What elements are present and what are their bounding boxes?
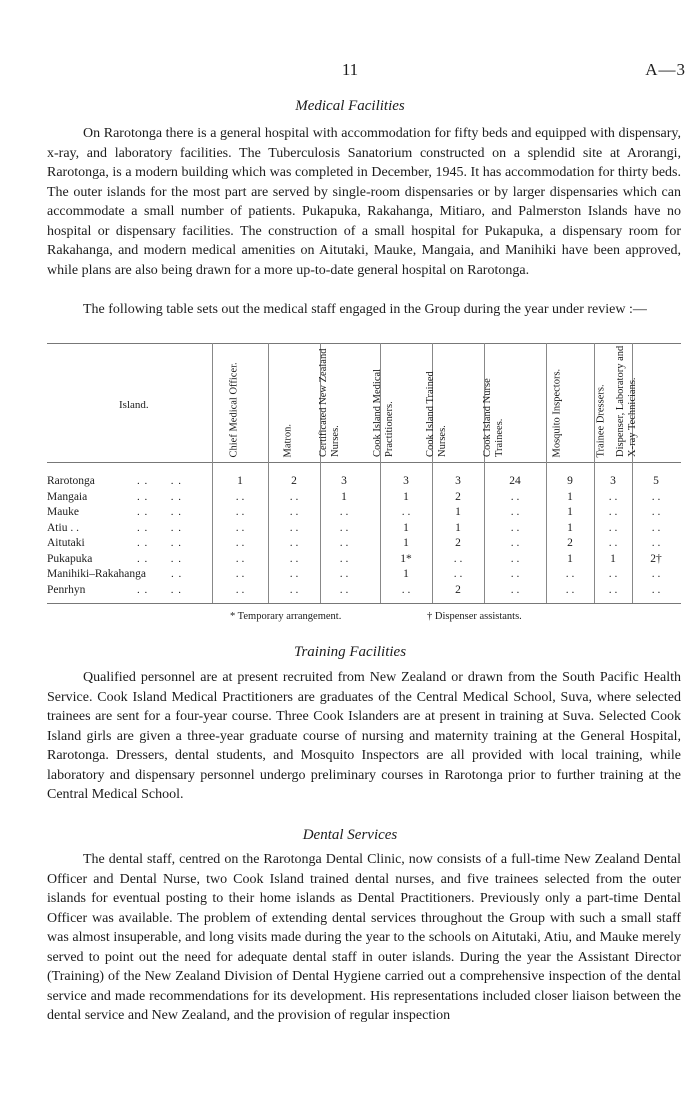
table-cell: . .: [401, 583, 411, 596]
table-cell: . .: [510, 506, 520, 518]
table-row-leader-dots: . . . .: [137, 583, 182, 596]
column-header-text: Cook Island Medical Practitioners.: [372, 368, 395, 457]
table-row-leader-dots: . . . .: [137, 475, 182, 487]
column-header-text: Certificated New Zealand Nurses.: [318, 348, 341, 457]
dental-services-heading: Dental Services: [302, 827, 398, 843]
table-cell: . .: [608, 537, 618, 549]
table-cell: 1: [610, 552, 616, 565]
table-row-island-name: Pukapuka: [47, 552, 93, 565]
table-header-rule: [47, 462, 681, 463]
table-row-island-name: Penrhyn: [47, 583, 86, 596]
table-cell: 1: [403, 568, 409, 580]
table-cell: 1: [567, 552, 573, 565]
column-header-text: Dispenser, Laboratory and X-ray Technicians.: [615, 345, 638, 457]
table-cell: 2: [291, 475, 297, 487]
table-cell: 1: [403, 521, 409, 534]
table-cell: . .: [235, 552, 245, 565]
medical-facilities-heading: Medical Facilities: [295, 98, 405, 114]
table-cell: 1: [567, 506, 573, 518]
table-cell: . .: [510, 583, 520, 596]
table-bottom-rule: [47, 603, 681, 604]
table-cell: . .: [339, 537, 349, 549]
table-cell: . .: [235, 537, 245, 549]
table-cell: . .: [339, 568, 349, 580]
table-cell: . .: [608, 568, 618, 580]
training-facilities-paragraph: Qualified personnel are at present recruited from New Zealand or drawn from the South Pacific Health Service. Cook Island Medical Practitioners are graduates of the Central Medical School, Suva, where selected trainees are sent for a four-year course. Three Cook Islanders are at present in training at Suva. Selected Cook Island girls are given a three-year graduate course of nursing and maternity training at the General Hospital, Rarotonga. Dressers, dental students, and Mosquito Inspectors are all provided with local training, while laboratory and dispensary personnel undergo preliminary courses in Rarotonga prior to further training at the Central Medical School.: [47, 670, 681, 802]
table-cell: 24: [509, 475, 521, 487]
table-intro-paragraph: The following table sets out the medical staff engaged in the Group during the year under review :—: [83, 302, 647, 317]
medical-staff-table: [47, 343, 681, 607]
table-cell: 3: [341, 475, 347, 487]
column-header-text: Matron.: [282, 423, 294, 457]
table-cell: . .: [401, 506, 411, 518]
table-cell: 5: [653, 475, 659, 487]
table-cell: . .: [608, 490, 618, 503]
table-row-leader-dots: . .: [171, 568, 183, 580]
table-cell: 9: [567, 475, 573, 487]
document-reference: A—3: [645, 60, 686, 79]
table-cell: 1: [237, 475, 243, 487]
table-cell: . .: [651, 521, 661, 534]
table-row-island-name: Aitutaki: [47, 537, 85, 549]
table-cell: 2†: [650, 552, 662, 565]
table-cell: 1: [567, 490, 573, 503]
table-cell: . .: [339, 583, 349, 596]
table-cell: 1: [567, 521, 573, 534]
table-cell: . .: [235, 490, 245, 503]
table-cell: 1: [341, 490, 347, 503]
table-cell: 1: [403, 490, 409, 503]
table-cell: . .: [651, 583, 661, 596]
table-cell: . .: [453, 568, 463, 580]
table-cell: . .: [289, 521, 299, 534]
table-cell: 3: [610, 475, 616, 487]
table-row-leader-dots: . . . .: [137, 506, 182, 518]
table-row-leader-dots: . . . .: [137, 537, 182, 549]
table-cell: . .: [608, 583, 618, 596]
table-cell: . .: [289, 506, 299, 518]
table-cell: . .: [339, 552, 349, 565]
table-cell: . .: [608, 506, 618, 518]
table-cell: 2: [567, 537, 573, 549]
table-cell: 1: [403, 537, 409, 549]
table-cell: 2: [455, 537, 461, 549]
table-cell: . .: [565, 568, 575, 580]
table-row-island-name: Rarotonga: [47, 475, 95, 487]
table-cell: 2: [455, 490, 461, 503]
medical-facilities-paragraph: On Rarotonga there is a general hospital with accommodation for fifty beds and equipped with dispensary, x-ray, and laboratory facilities. The Tuberculosis Sanatorium constructed on a splendid site at Arorangi, Rarotonga, is a modern building which was completed in December, 1945. It has accommodation for thirty beds. The outer islands for the most part are served by single-room dispensaries or by larger dispensaries which can accommodate a small number of patients. Pukapuka, Rakahanga, Mitiaro, and Palmerston Islands have no hospital or dispensary facilities. The construction of a small hospital for Pukapuka, a dispensary room for Rakahanga, and modern medical amenities on Aitutaki, Mauke, Mangaia, and Manihiki have been approved, while plans are also being drawn for a more up-to-date general hospital on Rarotonga.: [47, 126, 681, 278]
table-cell: . .: [565, 583, 575, 596]
table-cell: 1*: [400, 552, 412, 565]
table-row-leader-dots: . . . .: [137, 490, 182, 503]
table-cell: 2: [455, 583, 461, 596]
column-header-text: Mosquito Inspectors.: [551, 368, 563, 457]
table-row-island-name: Manihiki–Rakahanga: [47, 568, 147, 580]
table-cell: . .: [339, 506, 349, 518]
column-header-text: Cook Island Nurse Trainees.: [482, 378, 505, 457]
table-cell: . .: [453, 552, 463, 565]
table-cell: . .: [235, 506, 245, 518]
training-facilities-heading: Training Facilities: [293, 644, 407, 660]
table-cell: . .: [510, 521, 520, 534]
table-cell: . .: [339, 521, 349, 534]
table-cell: . .: [608, 521, 618, 534]
footnote-dispenser: † Dispenser assistants.: [427, 611, 522, 622]
footnote-temporary: * Temporary arrangement.: [230, 611, 342, 622]
table-cell: . .: [651, 490, 661, 503]
table-cell: . .: [289, 490, 299, 503]
table-cell: . .: [510, 552, 520, 565]
table-cell: . .: [289, 568, 299, 580]
table-cell: . .: [289, 552, 299, 565]
table-cell: . .: [510, 537, 520, 549]
table-row-island-name: Mauke: [47, 506, 79, 518]
table-cell: . .: [289, 537, 299, 549]
table-cell: 1: [455, 506, 461, 518]
table-cell: . .: [510, 568, 520, 580]
table-cell: . .: [651, 537, 661, 549]
table-cell: . .: [289, 583, 299, 596]
column-header-text: Cook Island Trained Nurses.: [425, 371, 448, 457]
column-header-text: Trainee Dressers.: [595, 383, 607, 457]
table-row-island-name: Mangaia: [47, 490, 88, 503]
column-header-text: Chief Medical Officer.: [228, 361, 240, 457]
table-cell: . .: [510, 490, 520, 503]
column-divider: [212, 343, 213, 603]
table-top-rule: [47, 343, 681, 344]
table-row-leader-dots: . . . .: [137, 521, 182, 534]
table-cell: . .: [651, 506, 661, 518]
table-cell: . .: [651, 568, 661, 580]
table-cell: 1: [455, 521, 461, 534]
table-cell: 3: [455, 475, 461, 487]
table-cell: . .: [235, 583, 245, 596]
table-cell: . .: [235, 521, 245, 534]
table-cell: . .: [235, 568, 245, 580]
column-header-dispenser-technicians: [615, 345, 700, 457]
table-cell: 3: [403, 475, 409, 487]
table-row-island-name: Atiu . .: [47, 521, 79, 534]
page-number: 11: [341, 60, 359, 79]
dental-services-paragraph: The dental staff, centred on the Rarotonga Dental Clinic, now consists of a full-time New Zealand Dental Officer and Dental Nurse, two Cook Island trained dental nurses, and five trainees selected from the outer islands for eventual posting to their home islands as Dental Practitioners. Previously only a part-time Dental Officer was available. The problem of extending dental services throughout the Group with such a small staff was almost insuperable, and long visits made during the year to the schools on Aitutaki, Atiu, and Mauke merely served to point out the need for adequate dental staff in outer islands. During the year the Assistant Director (Training) of the New Zealand Division of Dental Hygiene carried out a comprehensive inspection of the dental service and made recommendations for its development. His representations included closer liaison between the dental service and New Zealand, and the provision of regular inspection: [47, 852, 681, 1023]
table-row-leader-dots: . . . .: [137, 552, 182, 565]
island-column-header: Island.: [119, 399, 149, 411]
